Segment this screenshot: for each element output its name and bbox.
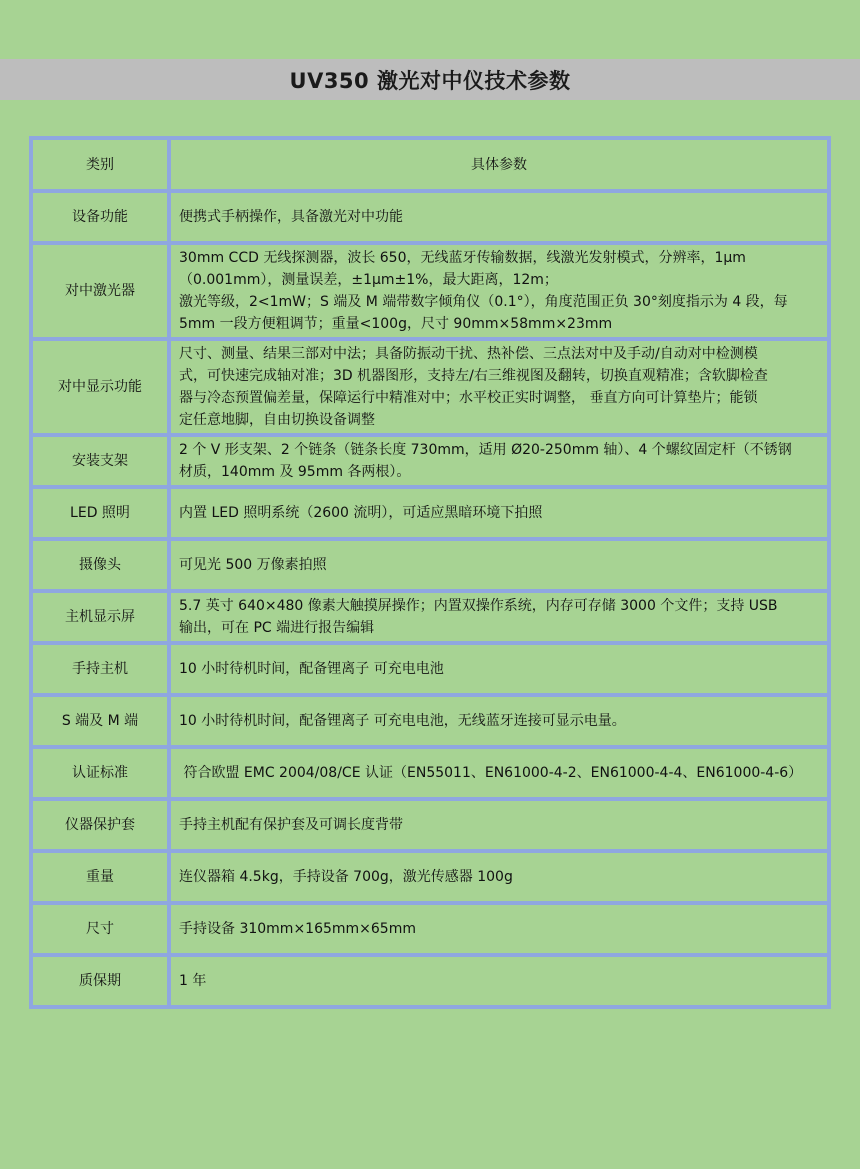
row-category: 主机显示屏 xyxy=(31,591,169,643)
row-value-line: 可见光 500 万像素拍照 xyxy=(179,557,327,573)
row-category: 仪器保护套 xyxy=(31,799,169,851)
row-category: 尺寸 xyxy=(31,903,169,955)
row-value xyxy=(169,191,829,243)
row-value xyxy=(169,903,829,955)
row-category: 安装支架 xyxy=(31,435,169,487)
row-value-line: 符合欧盟 EMC 2004/08/CE 认证（EN55011、EN61000-4-2、EN61000-4-4、EN61000-4-6） xyxy=(179,765,803,781)
table-row xyxy=(31,243,829,339)
table-row xyxy=(31,643,829,695)
row-value xyxy=(169,851,829,903)
page-title: UV350 激光对中仪技术参数 xyxy=(289,68,571,93)
row-value xyxy=(169,591,829,643)
header-category: 类别 xyxy=(31,138,169,191)
table-row xyxy=(31,851,829,903)
row-value-line: 5mm 一段方便粗调节；重量<100g，尺寸 90mm×58mm×23mm xyxy=(179,316,613,332)
spec-table xyxy=(29,136,831,1009)
row-value-line: 手持主机配有保护套及可调长度背带 xyxy=(179,817,403,833)
row-value-line: 1 年 xyxy=(179,973,207,989)
header-value: 具体参数 xyxy=(169,138,829,191)
table-row xyxy=(31,487,829,539)
row-value xyxy=(169,955,829,1007)
table-row xyxy=(31,191,829,243)
row-value-line: 尺寸、测量、结果三部对中法；具备防振动干扰、热补偿、三点法对中及手动/自动对中检测模 xyxy=(179,346,758,362)
table-row xyxy=(31,591,829,643)
row-category: 摄像头 xyxy=(31,539,169,591)
row-value xyxy=(169,643,829,695)
table-header-row xyxy=(31,138,829,191)
row-value-line: 手持设备 310mm×165mm×65mm xyxy=(179,921,416,937)
row-value-line: 2 个 V 形支架、2 个链条（链条长度 730mm，适用 Ø20-250mm 轴）、4 个螺纹固定杆（不锈钢 xyxy=(179,442,792,458)
row-value xyxy=(169,435,829,487)
row-category: 重量 xyxy=(31,851,169,903)
row-value-line: 10 小时待机时间，配备锂离子 可充电电池，无线蓝牙连接可显示电量。 xyxy=(179,713,626,729)
row-value-line: 定任意地脚，自由切换设备调整 xyxy=(179,412,375,428)
row-value xyxy=(169,747,829,799)
row-category: 手持主机 xyxy=(31,643,169,695)
table-row xyxy=(31,903,829,955)
row-category: 质保期 xyxy=(31,955,169,1007)
row-value xyxy=(169,695,829,747)
table-row xyxy=(31,539,829,591)
row-value xyxy=(169,487,829,539)
row-value xyxy=(169,339,829,435)
row-value xyxy=(169,539,829,591)
row-category: S 端及 M 端 xyxy=(31,695,169,747)
table-row xyxy=(31,799,829,851)
table-row xyxy=(31,435,829,487)
row-value-line: （0.001mm），测量误差，±1μm±1%，最大距离，12m； xyxy=(179,272,558,288)
row-category: LED 照明 xyxy=(31,487,169,539)
row-value-line: 5.7 英寸 640×480 像素大触摸屏操作；内置双操作系统，内存可存储 3000 个文件；支持 USB xyxy=(179,598,778,614)
row-value-line: 30mm CCD 无线探测器，波长 650，无线蓝牙传输数据，线激光发射模式，分辨率，1μm xyxy=(179,250,746,266)
row-value-line: 输出，可在 PC 端进行报告编辑 xyxy=(179,620,375,636)
row-value-line: 便携式手柄操作，具备激光对中功能 xyxy=(179,209,403,225)
row-category: 对中激光器 xyxy=(31,243,169,339)
table-row xyxy=(31,747,829,799)
table-row xyxy=(31,695,829,747)
row-value-line: 激光等级，2<1mW；S 端及 M 端带数字倾角仪（0.1°），角度范围正负 30°刻度指示为 4 段，每 xyxy=(179,294,788,310)
row-value-line: 内置 LED 照明系统（2600 流明），可适应黑暗环境下拍照 xyxy=(179,505,543,521)
row-value xyxy=(169,799,829,851)
row-value-line: 材质，140mm 及 95mm 各两根）。 xyxy=(179,464,411,480)
row-value-line: 连仪器箱 4.5kg，手持设备 700g，激光传感器 100g xyxy=(179,869,513,885)
row-category: 设备功能 xyxy=(31,191,169,243)
row-value-line: 式，可快速完成轴对准；3D 机器图形，支持左/右三维视图及翻转，切换直观精准；含软脚检查 xyxy=(179,368,768,384)
table-row xyxy=(31,955,829,1007)
table-row xyxy=(31,339,829,435)
spec-table-body xyxy=(31,138,829,1007)
row-category: 对中显示功能 xyxy=(31,339,169,435)
row-value-line: 器与冷态预置偏差量，保障运行中精准对中；水平校正实时调整， 垂直方向可计算垫片；能锁 xyxy=(179,390,758,406)
row-value xyxy=(169,243,829,339)
title-bar xyxy=(0,59,860,100)
row-category: 认证标准 xyxy=(31,747,169,799)
row-value-line: 10 小时待机时间，配备锂离子 可充电电池 xyxy=(179,661,444,677)
